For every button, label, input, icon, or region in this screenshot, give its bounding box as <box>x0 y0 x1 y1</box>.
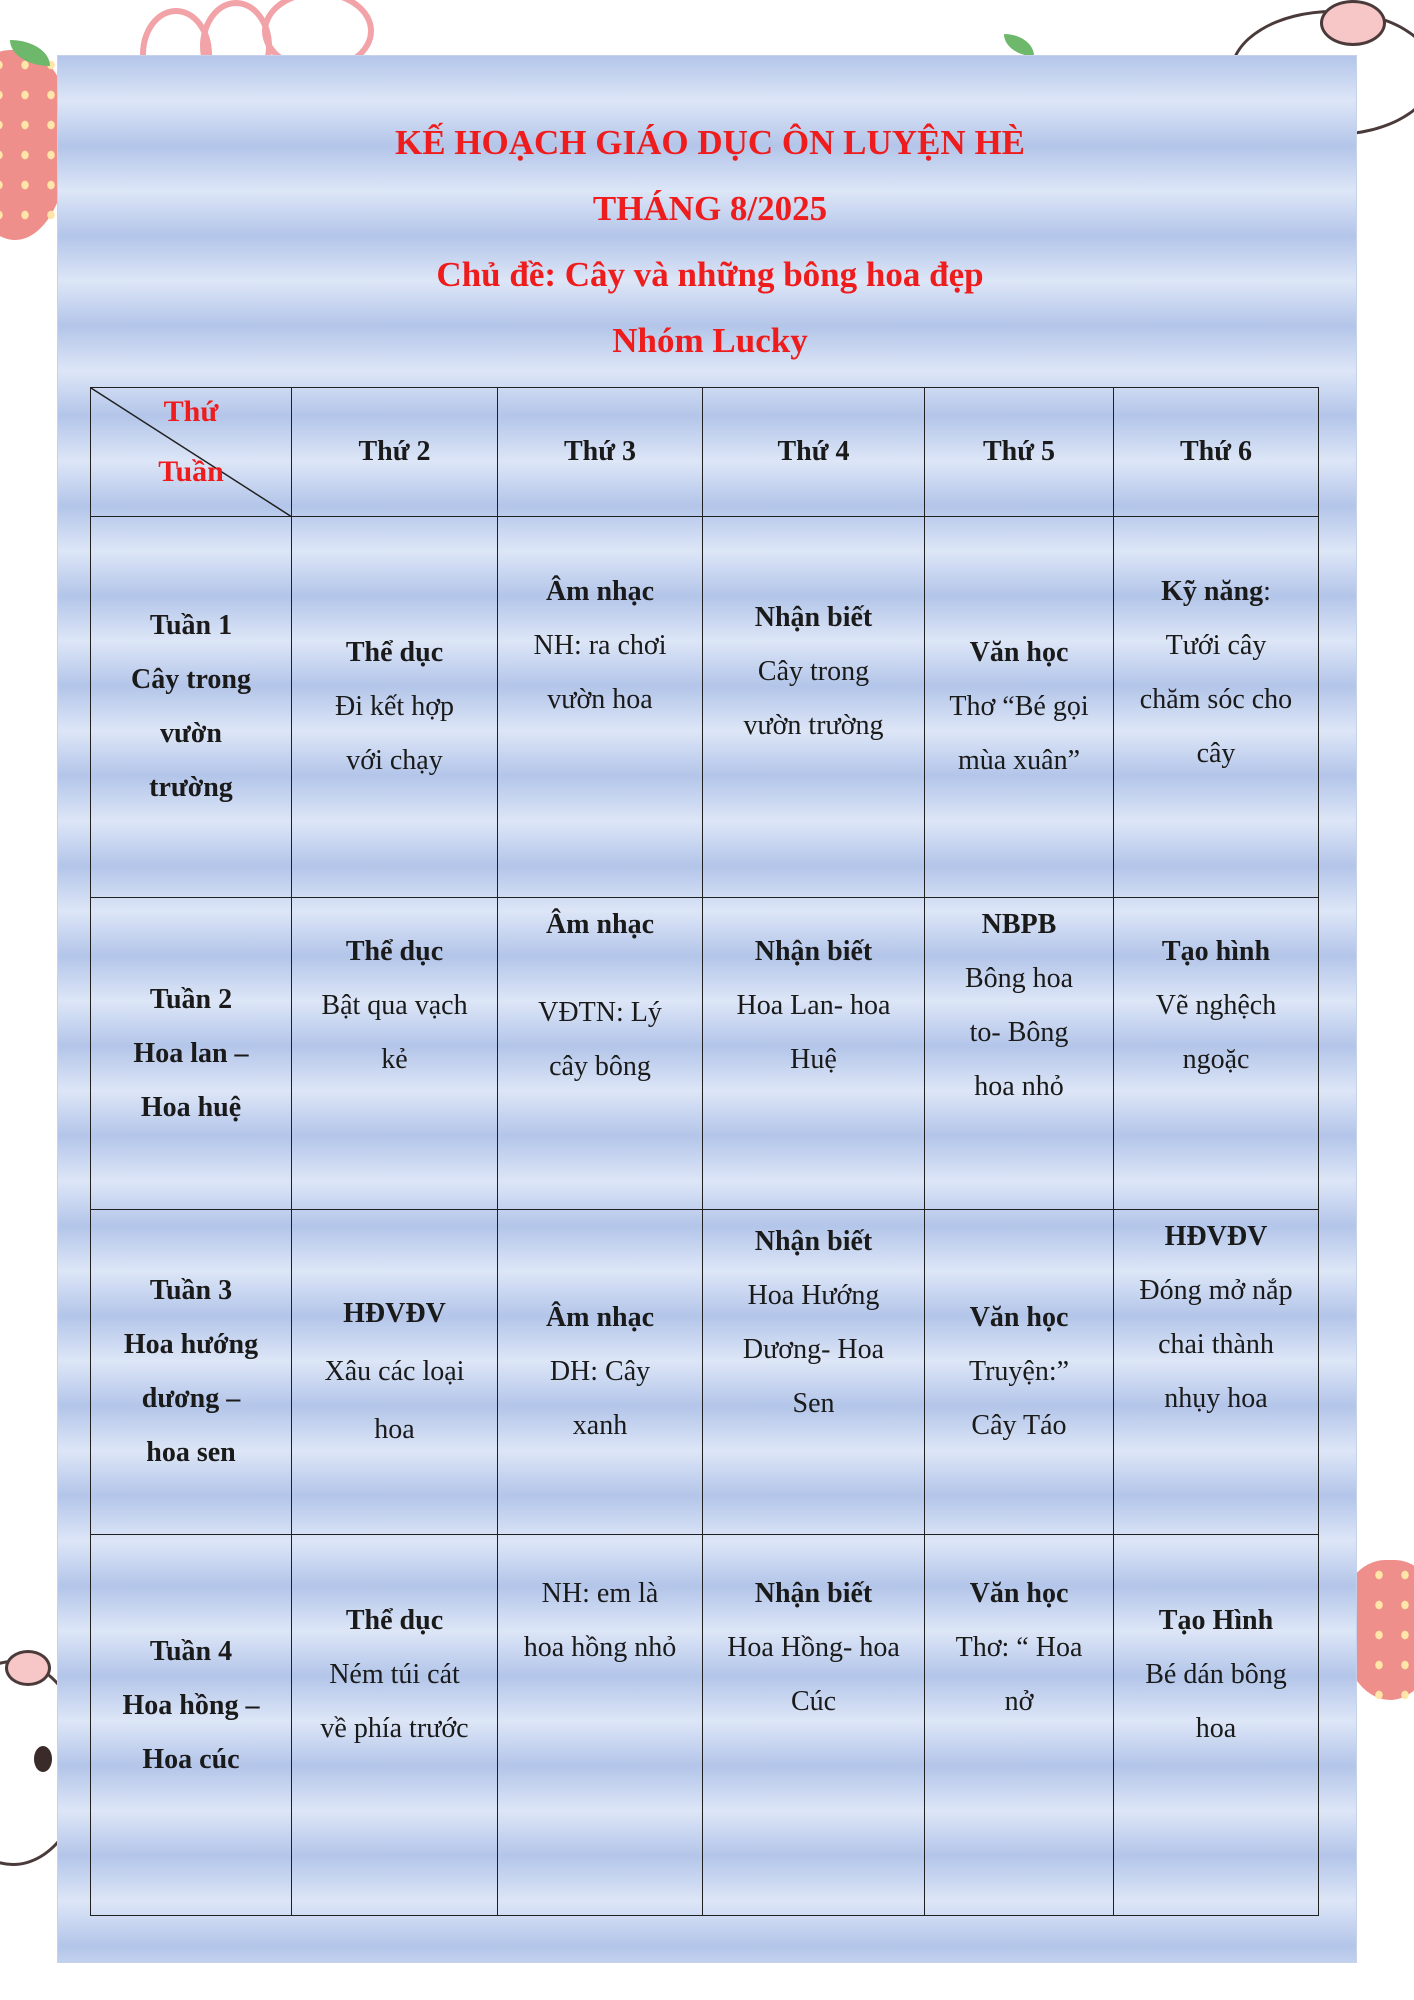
activity-cell: Âm nhạc VĐTN: Lý cây bông <box>498 898 703 1210</box>
activity-cell: Thể dục Bật qua vạch kẻ <box>292 898 498 1210</box>
table-row <box>91 1210 1319 1535</box>
activity-cell: Tạo Hình Bé dán bông hoa <box>1114 1535 1319 1916</box>
activity-subject: Âm nhạc <box>545 1302 655 1333</box>
activity-subject: Tạo Hình <box>1158 1605 1274 1636</box>
hamster-eye-icon <box>34 1746 52 1772</box>
activity-subject: Văn học <box>969 1302 1069 1333</box>
page-month: THÁNG 8/2025 <box>592 189 828 228</box>
activity-cell: Nhận biết Hoa Lan- hoa Huệ <box>703 898 925 1210</box>
activity-cell: Nhận biết Hoa Hồng- hoa Cúc <box>703 1535 925 1916</box>
page-group: Nhóm Lucky <box>612 321 808 360</box>
activity-subject: Nhận biết <box>754 1226 873 1257</box>
activity-cell: Thể dục Đi kết hợp với chạy <box>292 517 498 898</box>
hamster-ear-icon <box>5 1650 51 1686</box>
activity-cell: NH: em là hoa hồng nhỏ <box>498 1535 703 1916</box>
activity-cell: HĐVĐV Đóng mở nắp chai thành nhụy hoa <box>1114 1210 1319 1535</box>
week-cell: Tuần 2 Hoa lan – Hoa huệ <box>91 898 292 1210</box>
activity-subject: Tạo hình <box>1161 936 1271 967</box>
activity-cell: Văn học Truyện:” Cây Táo <box>925 1210 1114 1535</box>
activity-cell: Âm nhạc DH: Cây xanh <box>498 1210 703 1535</box>
corner-label-week: Tuần <box>158 455 224 488</box>
activity-subject: Kỹ năng: <box>1161 576 1271 607</box>
column-header: Thứ 2 <box>292 388 498 517</box>
activity-cell: Thể dục Ném túi cát về phía trước <box>292 1535 498 1916</box>
column-header: Thứ 6 <box>1114 388 1319 517</box>
hamster-ear-icon <box>1320 0 1386 46</box>
activity-subject: Nhận biết <box>754 936 873 967</box>
activity-subject: Âm nhạc <box>545 576 655 607</box>
activity-cell: Kỹ năng: Tưới cây chăm sóc cho cây <box>1114 517 1319 898</box>
table-row <box>91 517 1319 898</box>
corner-label-day: Thứ <box>163 395 219 428</box>
activity-cell: Âm nhạc NH: ra chơi vườn hoa <box>498 517 703 898</box>
column-header: Thứ 3 <box>498 388 703 517</box>
activity-cell: Nhận biết Cây trong vườn trường <box>703 517 925 898</box>
activity-subject: Nhận biết <box>754 602 873 633</box>
activity-subject: Văn học <box>969 637 1069 668</box>
column-header: Thứ 5 <box>925 388 1114 517</box>
activity-cell: HĐVĐV Xâu các loại hoa <box>292 1210 498 1535</box>
activity-cell: Văn học Thơ: “ Hoa nở <box>925 1535 1114 1916</box>
activity-subject: Nhận biết <box>754 1578 873 1609</box>
activity-subject: Thể dục <box>345 637 444 668</box>
activity-cell: NBPB Bông hoa to- Bông hoa nhỏ <box>925 898 1114 1210</box>
leaf-icon <box>1004 34 1034 56</box>
activity-subject: HĐVĐV <box>343 1298 446 1329</box>
page-theme: Chủ đề: Cây và những bông hoa đẹp <box>436 255 984 294</box>
corner-header-cell <box>91 388 292 517</box>
table-row <box>91 898 1319 1210</box>
schedule-table <box>90 387 1319 1916</box>
activity-subject: HĐVĐV <box>1164 1221 1268 1252</box>
activity-subject: Âm nhạc <box>545 909 655 940</box>
activity-cell: Văn học Thơ “Bé gọi mùa xuân” <box>925 517 1114 898</box>
activity-cell: Nhận biết Hoa Hướng Dương- Hoa Sen <box>703 1210 925 1535</box>
table-row <box>91 1535 1319 1916</box>
activity-subject: NBPB <box>981 909 1057 940</box>
table-header-row <box>91 388 1319 517</box>
column-header: Thứ 4 <box>703 388 925 517</box>
activity-subject: Văn học <box>969 1578 1069 1609</box>
week-cell: Tuần 3 Hoa hướng dương – hoa sen <box>91 1210 292 1535</box>
week-cell: Tuần 4 Hoa hồng – Hoa cúc <box>91 1535 292 1916</box>
activity-subject: Thể dục <box>345 1605 444 1636</box>
lesson-plan-card <box>58 56 1356 1962</box>
activity-subject: Thể dục <box>345 936 444 967</box>
week-cell: Tuần 1 Cây trong vườn trường <box>91 517 292 898</box>
page-title: KẾ HOẠCH GIÁO DỤC ÔN LUYỆN HÈ <box>394 123 1026 162</box>
activity-cell: Tạo hình Vẽ nghệch ngoặc <box>1114 898 1319 1210</box>
